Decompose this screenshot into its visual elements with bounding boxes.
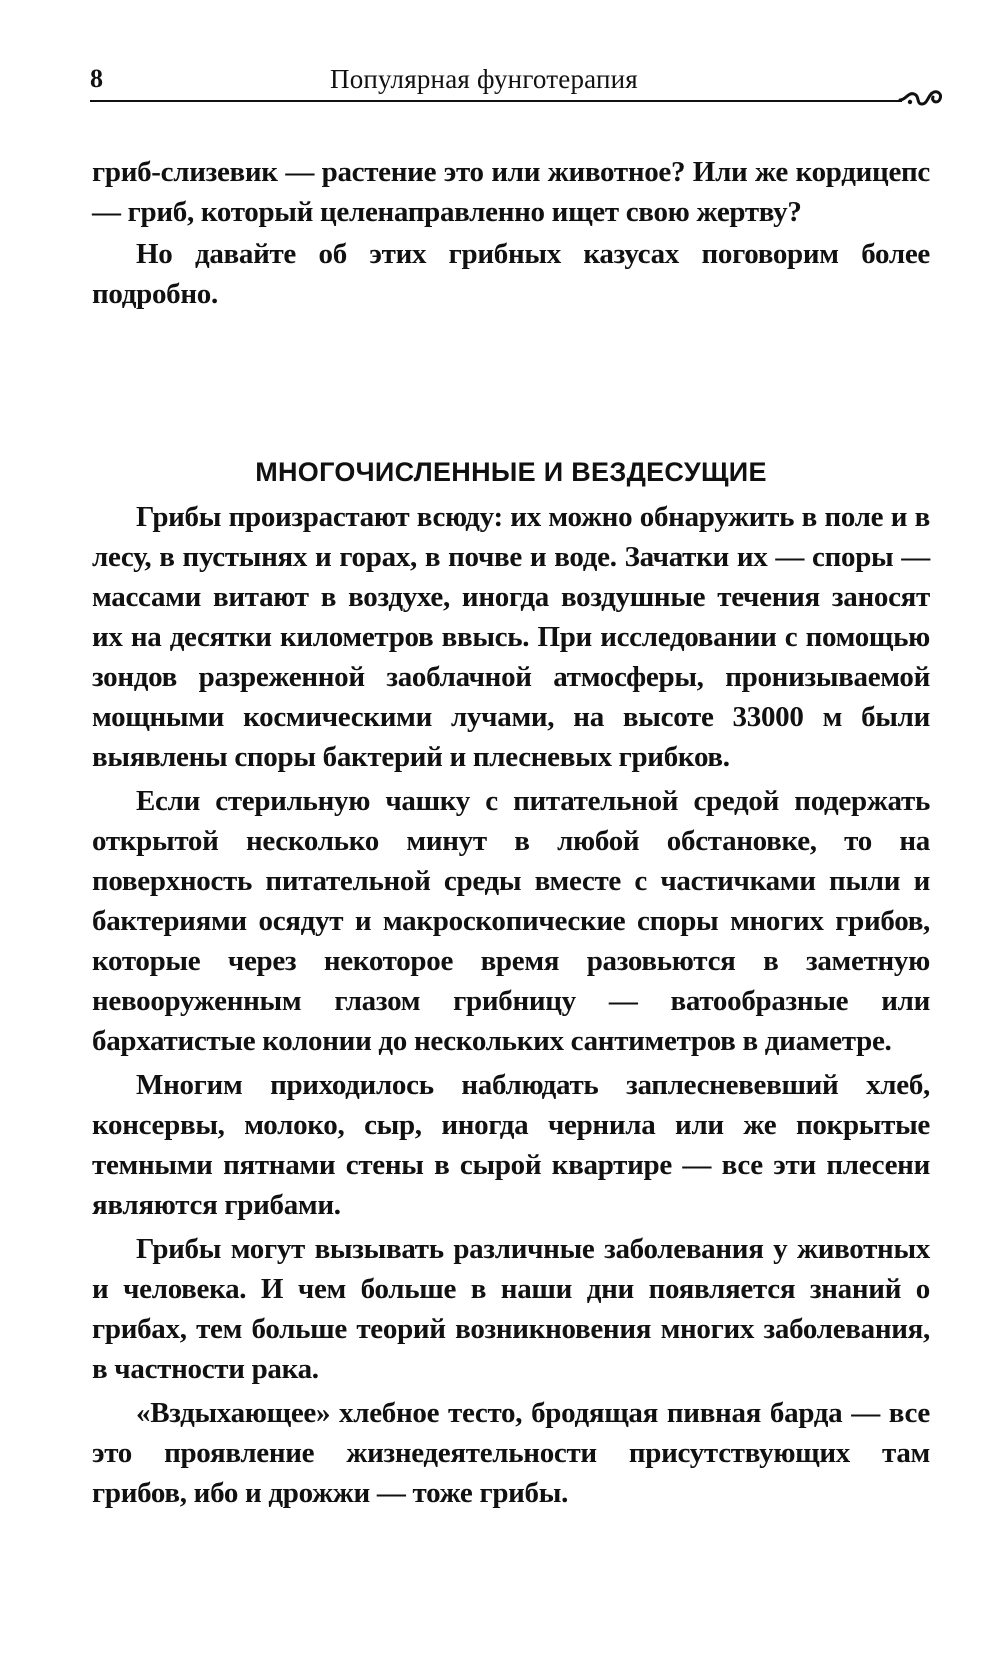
body-paragraph: Грибы могут вызывать различные заболевания у животных и человека. И чем больше в наши дни появляется знаний о грибах, тем больше теорий возникновения многих заболевания, в частности рака. — [92, 1233, 930, 1385]
running-head — [90, 62, 940, 106]
header-rule — [90, 100, 902, 102]
intro-text — [92, 152, 930, 318]
intro-paragraph: Но давайте об этих грибных казусах поговорим более подробно. — [92, 238, 930, 310]
ornament-flourish-icon — [898, 82, 944, 108]
section-heading: МНОГОЧИСЛЕННЫЕ И ВЕЗДЕСУЩИЕ — [255, 457, 767, 487]
body-paragraph: «Вздыхающее» хлебное тесто, бродящая пивная барда — все это проявление жизнедеятельности присутствующих там грибов, ибо и дрожжи — тоже грибы. — [92, 1397, 930, 1509]
body-paragraph: Если стерильную чашку с питательной средой подержать открытой несколько минут в любой обстановке, то на поверхность питательной среды вместе с частичками пыли и бактериями осядут и макроскопические споры многих грибов, которые через некоторое время разовьются в заметную невооруженным глазом грибницу — ватообразные или бархатистые колонии до нескольких сантиметров в диаметре. — [92, 785, 930, 1057]
section-body — [92, 497, 930, 1517]
intro-paragraph: гриб-слизевик — растение это или животное? Или же кордицепс — гриб, который целенаправленно ищет свою жертву? — [92, 156, 930, 228]
body-paragraph: Многим приходилось наблюдать заплесневевший хлеб, консервы, молоко, сыр, иногда чернила или же покрытые темными пятнами стены в сырой квартире — все эти плесени являются грибами. — [92, 1069, 930, 1221]
running-title: Популярная фунготерапия — [330, 64, 638, 94]
page-number: 8 — [90, 64, 103, 93]
body-paragraph: Грибы произрастают всюду: их можно обнаружить в поле и в лесу, в пустынях и горах, в почве и воде. Зачатки их — споры — массами витают в воздухе, иногда воздушные течения заносят их на десятки километров ввысь. При исследовании с помощью зондов разреженной заоблачной атмосферы, пронизываемой мощными космическими лучами, на высоте 33000 м были выявлены споры бактерий и плесневых грибков. — [92, 501, 930, 773]
